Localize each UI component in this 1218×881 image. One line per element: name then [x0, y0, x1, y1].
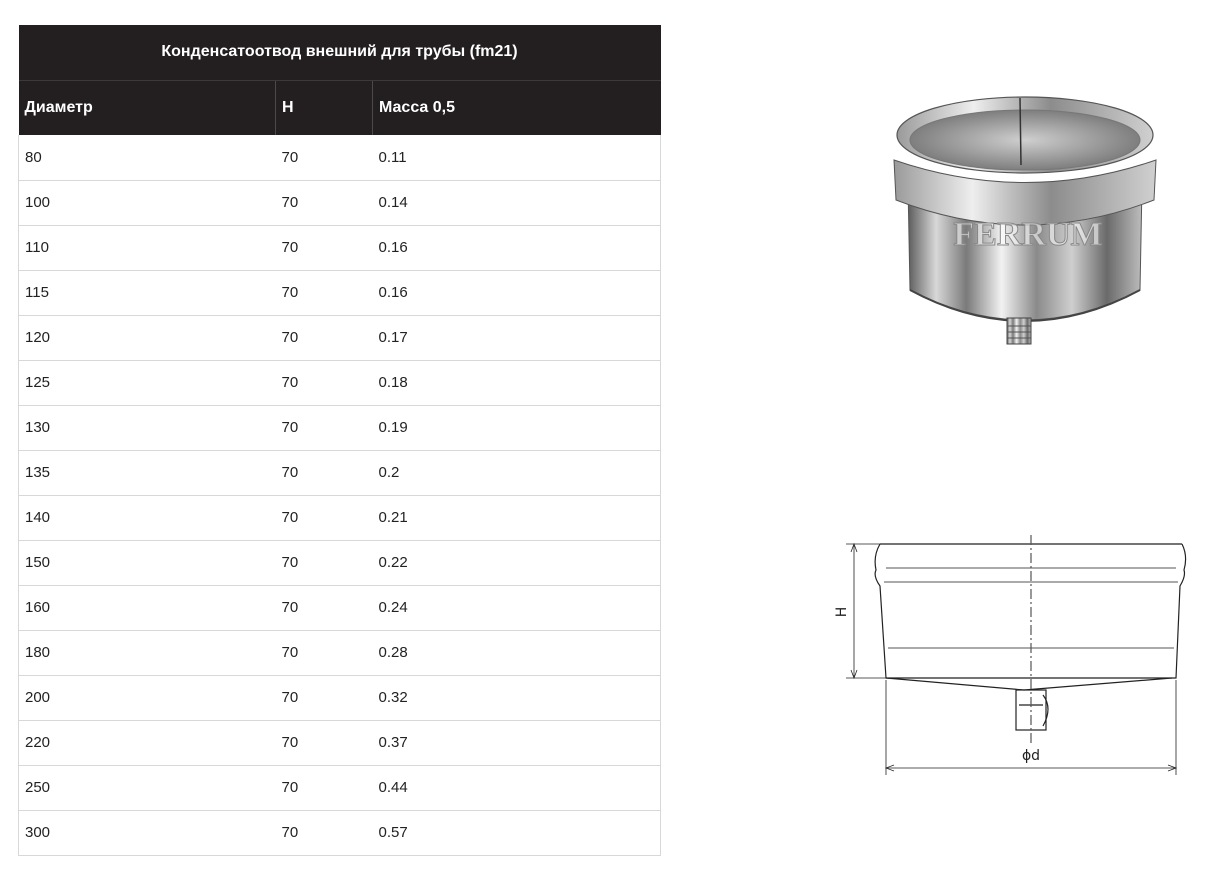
table-row — [19, 180, 661, 225]
table-row — [19, 270, 661, 315]
cell-h: 70 — [276, 585, 373, 630]
cell-diameter: 130 — [19, 405, 276, 450]
cell-diameter: 125 — [19, 360, 276, 405]
cell-h: 70 — [276, 675, 373, 720]
cell-diameter: 100 — [19, 180, 276, 225]
table-row — [19, 315, 661, 360]
cell-diameter: 150 — [19, 540, 276, 585]
cell-h: 70 — [276, 360, 373, 405]
column-header-diameter: Диаметр — [19, 80, 276, 135]
table-row — [19, 585, 661, 630]
cell-h: 70 — [276, 315, 373, 360]
cell-h: 70 — [276, 630, 373, 675]
cell-diameter: 200 — [19, 675, 276, 720]
technical-drawing — [828, 530, 1198, 780]
cell-mass: 0.11 — [373, 135, 661, 180]
cell-diameter: 80 — [19, 135, 276, 180]
cell-mass: 0.16 — [373, 270, 661, 315]
table-row — [19, 405, 661, 450]
cell-h: 70 — [276, 810, 373, 855]
cell-mass: 0.28 — [373, 630, 661, 675]
cell-h: 70 — [276, 495, 373, 540]
cell-mass: 0.16 — [373, 225, 661, 270]
cell-h: 70 — [276, 765, 373, 810]
table-row — [19, 450, 661, 495]
cell-mass: 0.24 — [373, 585, 661, 630]
cell-mass: 0.19 — [373, 405, 661, 450]
cell-diameter: 160 — [19, 585, 276, 630]
table-row — [19, 810, 661, 855]
product-photo — [880, 90, 1170, 355]
table-row — [19, 225, 661, 270]
table-header-row — [19, 80, 661, 135]
table-row — [19, 360, 661, 405]
cell-h: 70 — [276, 540, 373, 585]
cell-diameter: 135 — [19, 450, 276, 495]
table-row — [19, 630, 661, 675]
cell-mass: 0.2 — [373, 450, 661, 495]
column-header-h: H — [276, 80, 373, 135]
cell-h: 70 — [276, 450, 373, 495]
table-title: Конденсатоотвод внешний для трубы (fm21) — [19, 25, 661, 80]
height-dimension-label: H — [834, 606, 850, 618]
cell-mass: 0.22 — [373, 540, 661, 585]
cell-h: 70 — [276, 720, 373, 765]
cell-h: 70 — [276, 405, 373, 450]
spec-table — [18, 25, 661, 856]
cell-diameter: 120 — [19, 315, 276, 360]
table-row — [19, 135, 661, 180]
table-row — [19, 495, 661, 540]
cell-mass: 0.17 — [373, 315, 661, 360]
cell-h: 70 — [276, 135, 373, 180]
table-row — [19, 540, 661, 585]
cell-h: 70 — [276, 270, 373, 315]
cell-mass: 0.14 — [373, 180, 661, 225]
cell-diameter: 180 — [19, 630, 276, 675]
table-row — [19, 675, 661, 720]
cell-mass: 0.57 — [373, 810, 661, 855]
cell-diameter: 220 — [19, 720, 276, 765]
cell-mass: 0.32 — [373, 675, 661, 720]
cell-diameter: 300 — [19, 810, 276, 855]
diameter-dimension-label: ϕd — [1021, 748, 1041, 764]
cell-mass: 0.18 — [373, 360, 661, 405]
column-header-mass: Масса 0,5 — [373, 80, 661, 135]
cell-mass: 0.21 — [373, 495, 661, 540]
cell-mass: 0.37 — [373, 720, 661, 765]
cell-h: 70 — [276, 180, 373, 225]
cell-mass: 0.44 — [373, 765, 661, 810]
table-row — [19, 765, 661, 810]
cell-diameter: 115 — [19, 270, 276, 315]
cell-diameter: 250 — [19, 765, 276, 810]
watermark-logo: FERRUM — [953, 216, 1103, 253]
cell-diameter: 110 — [19, 225, 276, 270]
table-title-row — [19, 25, 661, 80]
table-row — [19, 720, 661, 765]
cell-diameter: 140 — [19, 495, 276, 540]
cell-h: 70 — [276, 225, 373, 270]
